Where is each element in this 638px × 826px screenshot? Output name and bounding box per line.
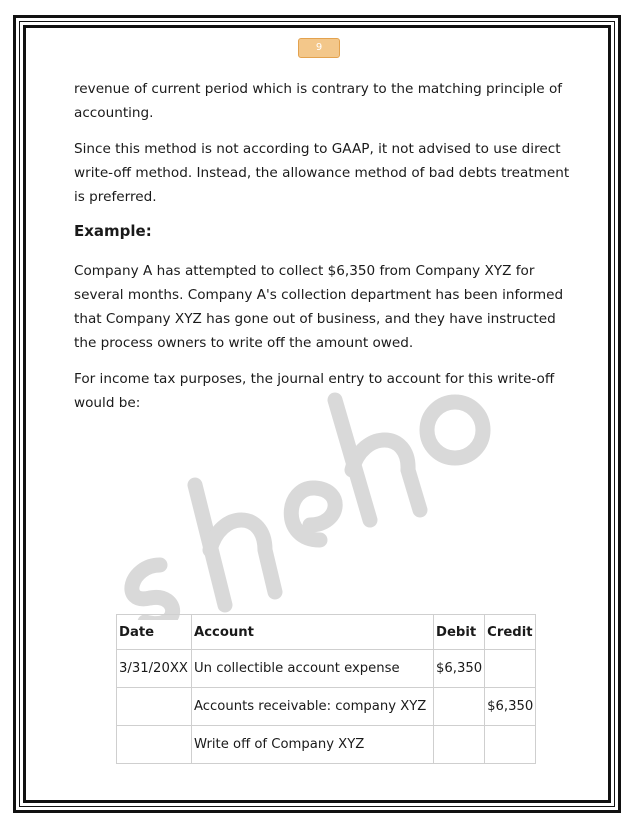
paragraph-matching-principle: revenue of current period which is contrary to the matching principle of accounting. <box>74 81 563 121</box>
cell-credit <box>485 650 536 688</box>
paragraph-gaap: Since this method is not according to GAAP, it not advised to use direct write-off method. Instead, the allowance method of bad debts treatment is preferred. <box>74 141 570 205</box>
cell-credit: $6,350 <box>485 688 536 726</box>
table-row <box>117 726 536 764</box>
cell-debit <box>434 726 485 764</box>
header-credit: Credit <box>485 615 536 650</box>
cell-debit <box>434 688 485 726</box>
cell-date <box>117 688 192 726</box>
journal-entry-table <box>116 614 536 764</box>
example-heading: Example: <box>74 222 152 240</box>
paragraph-tax-purposes: For income tax purposes, the journal entry to account for this write-off would be: <box>74 371 555 411</box>
cell-account: Write off of Company XYZ <box>192 726 434 764</box>
cell-account: Accounts receivable: company XYZ <box>192 688 434 726</box>
table-header-row <box>117 615 536 650</box>
cell-date <box>117 726 192 764</box>
paragraph-example: Company A has attempted to collect $6,350 from Company XYZ for several months. Company A's collection department has been informed that Company XYZ has gone out of business, and they have instructed the process owners to write off the amount owed. <box>74 263 564 351</box>
cell-debit: $6,350 <box>434 650 485 688</box>
cell-account: Un collectible account expense <box>192 650 434 688</box>
header-debit: Debit <box>434 615 485 650</box>
watermark-graphic <box>90 360 530 620</box>
header-date: Date <box>117 615 192 650</box>
table-row <box>117 688 536 726</box>
cell-date: 3/31/20XX <box>117 650 192 688</box>
page-number-badge: 9 <box>298 38 340 58</box>
cell-credit <box>485 726 536 764</box>
table-row <box>117 650 536 688</box>
header-account: Account <box>192 615 434 650</box>
